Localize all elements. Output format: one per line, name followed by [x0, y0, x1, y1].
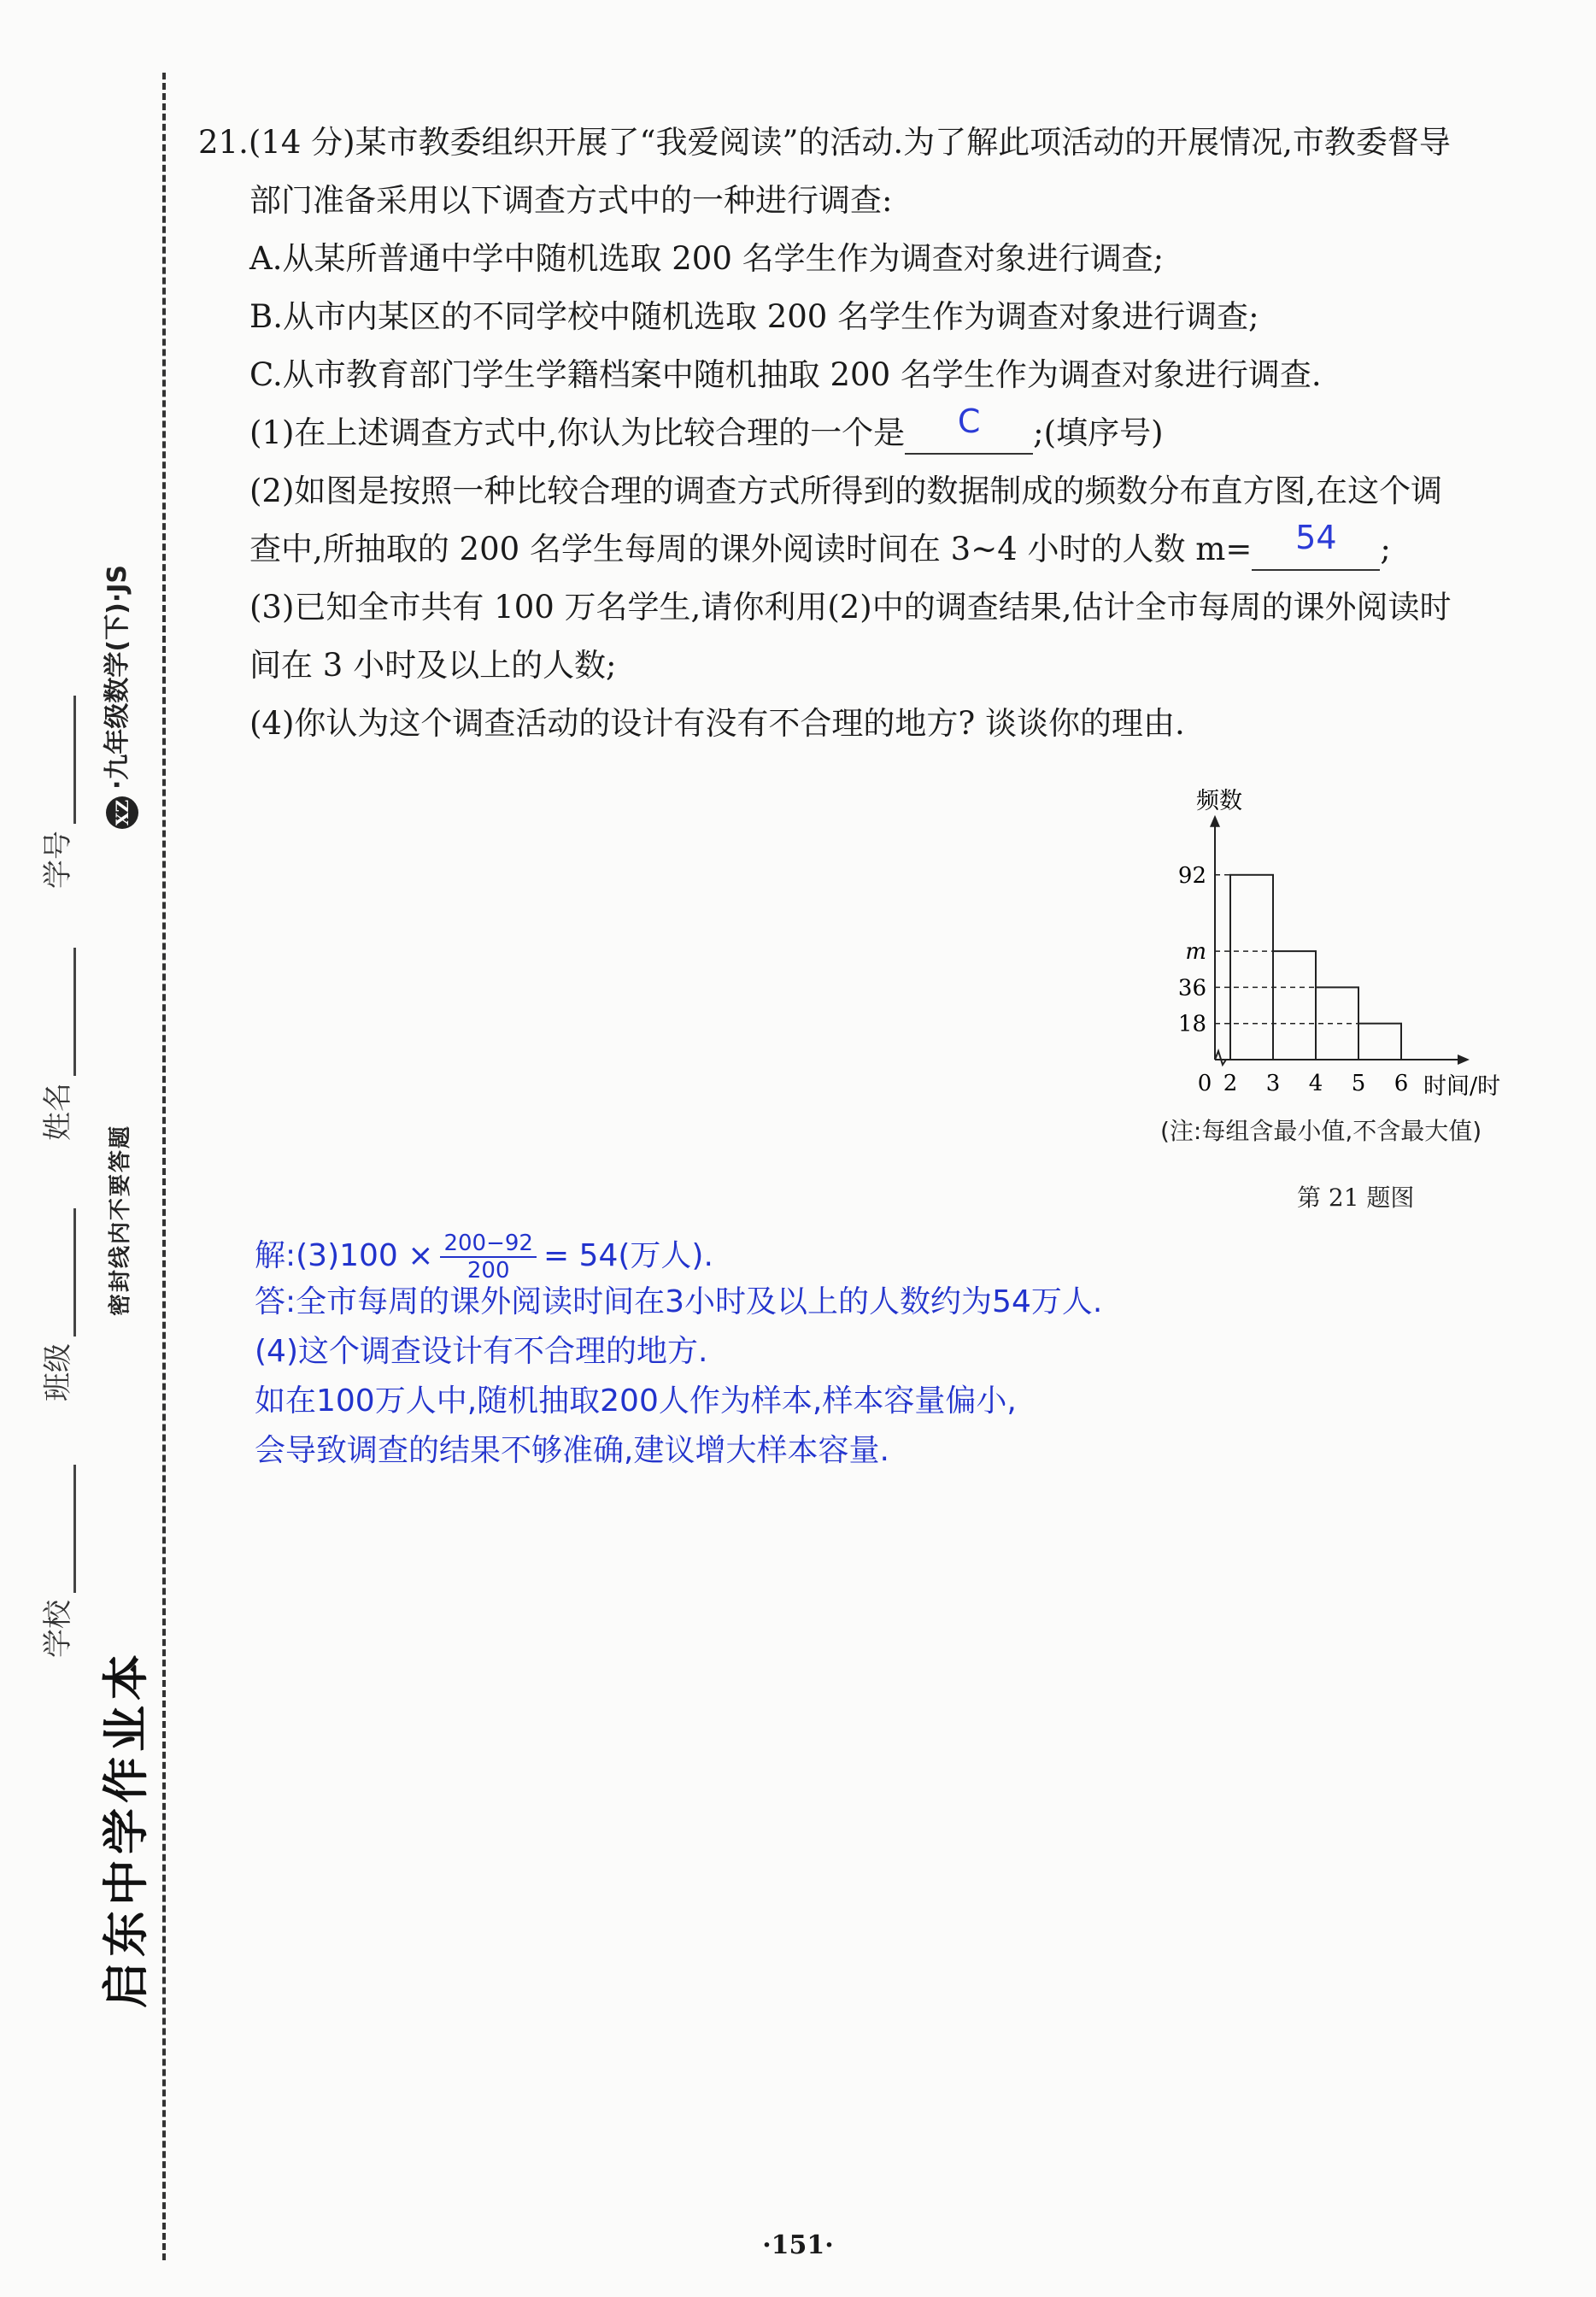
id-blank: [51, 696, 76, 824]
option-c: C.从市教育部门学生学籍档案中随机抽取 200 名学生作为调查对象进行调查.: [249, 356, 1322, 393]
question-line-1: [198, 121, 1451, 164]
class-label: 班级: [41, 1343, 75, 1401]
x-tick-label: 4: [1308, 1071, 1323, 1096]
x-tick-label: 3: [1265, 1071, 1281, 1096]
name-field: [34, 948, 76, 1141]
histogram-chart: [1111, 752, 1501, 1111]
fraction-numerator: 200−92: [440, 1231, 537, 1258]
histogram-bar: [1273, 951, 1316, 1060]
x-tick-label: 5: [1351, 1071, 1366, 1096]
option-b: B.从市内某区的不同学校中随机选取 200 名学生作为调查对象进行调查;: [249, 298, 1259, 335]
chart-note: (注:每组含最小值,不含最大值): [1160, 1117, 1482, 1145]
part-1: [249, 402, 1164, 455]
y-tick-label: 92: [1177, 862, 1206, 889]
part-2-line-1: (2)如图是按照一种比较合理的调查方式所得到的数据制成的频数分布直方图,在这个调: [249, 473, 1443, 509]
class-field: [34, 1208, 76, 1401]
part-4: (4)你认为这个调查活动的设计有没有不合理的地方? 谈谈你的理由.: [249, 705, 1185, 742]
question-stem-1: 某市教委组织开展了“我爱阅读”的活动.为了解此项活动的开展情况,市教委督导: [355, 124, 1451, 161]
class-blank: [51, 1208, 76, 1336]
solution-line-1: [255, 1231, 713, 1284]
x-tick-label: 0: [1197, 1071, 1212, 1096]
brand-logo-icon: XZ: [106, 796, 138, 829]
part-1-prefix: (1)在上述调查方式中,你认为比较合理的一个是: [249, 414, 906, 451]
solution-line-4: 如在100万人中,随机抽取200人作为样本,样本容量偏小,: [255, 1383, 1017, 1419]
y-tick-label: 18: [1177, 1011, 1206, 1037]
id-field: [34, 696, 76, 889]
part-3-line-1: (3)已知全市共有 100 万名学生,请你利用(2)中的调查结果,估计全市每周的课外阅读时: [249, 589, 1452, 626]
school-label: 学校: [41, 1600, 75, 1658]
question-number: 21.(14 分): [198, 124, 355, 161]
y-tick-label: m: [1185, 939, 1206, 966]
binding-dashed-line: [162, 73, 166, 2260]
solution-line-5: 会导致调查的结果不够准确,建议增大样本容量.: [255, 1433, 889, 1468]
solution-line-1-suffix: = 54(万人).: [543, 1238, 713, 1273]
solution-line-3: (4)这个调查设计有不合理的地方.: [255, 1334, 708, 1369]
school-field: [34, 1465, 76, 1658]
brand-box: [96, 565, 138, 829]
sealed-notice: 密封线内不要答题: [108, 1124, 133, 1316]
x-axis-label: 时间/时: [1423, 1073, 1501, 1100]
solution-line-1-prefix: 解:(3)100 ×: [255, 1238, 434, 1273]
option-a: A.从某所普通中学中随机选取 200 名学生作为调查对象进行调查;: [249, 240, 1165, 277]
name-label: 姓名: [41, 1083, 75, 1141]
x-tick-label: 6: [1394, 1071, 1409, 1096]
page-number: ·151·: [762, 2230, 834, 2260]
part-2-blank: [1252, 519, 1380, 571]
x-axis-arrow-icon: [1458, 1055, 1470, 1065]
part-1-blank: [905, 402, 1033, 455]
school-blank: [51, 1465, 76, 1593]
histogram-bar: [1230, 875, 1273, 1060]
y-axis-label: 频数: [1196, 787, 1242, 814]
part-2-line-2: [249, 519, 1391, 571]
id-label: 学号: [41, 831, 75, 889]
y-tick-label: 36: [1177, 975, 1206, 1002]
solution-fraction: [440, 1231, 537, 1284]
part-3-line-2: 间在 3 小时及以上的人数;: [249, 647, 617, 684]
part-1-answer: C: [957, 402, 981, 440]
school-name-box: [90, 1649, 155, 2008]
part-2-prefix: 查中,所抽取的 200 名学生每周的课外阅读时间在 3~4 小时的人数 m=: [249, 531, 1253, 567]
y-axis-arrow-icon: [1210, 815, 1220, 827]
solution-line-2: 答:全市每周的课外阅读时间在3小时及以上的人数约为54万人.: [255, 1284, 1103, 1319]
sealed-notice-box: [103, 1125, 134, 1316]
part-2-suffix: ;: [1380, 531, 1391, 567]
fraction-denominator: 200: [466, 1258, 510, 1284]
question-stem-2: 部门准备采用以下调查方式中的一种进行调查:: [249, 182, 893, 219]
name-blank: [51, 948, 76, 1076]
school-name: 启东中学作业本: [99, 1649, 153, 2008]
part-2-answer: 54: [1295, 519, 1337, 556]
axis-break-icon: [1215, 1051, 1230, 1065]
brand-text: ·九年级数学(下)·JS: [103, 565, 132, 790]
part-1-suffix: ;(填序号): [1033, 414, 1164, 451]
x-tick-label: 2: [1223, 1071, 1238, 1096]
histogram-bar: [1358, 1024, 1401, 1060]
figure-caption: 第 21 题图: [1297, 1184, 1415, 1212]
